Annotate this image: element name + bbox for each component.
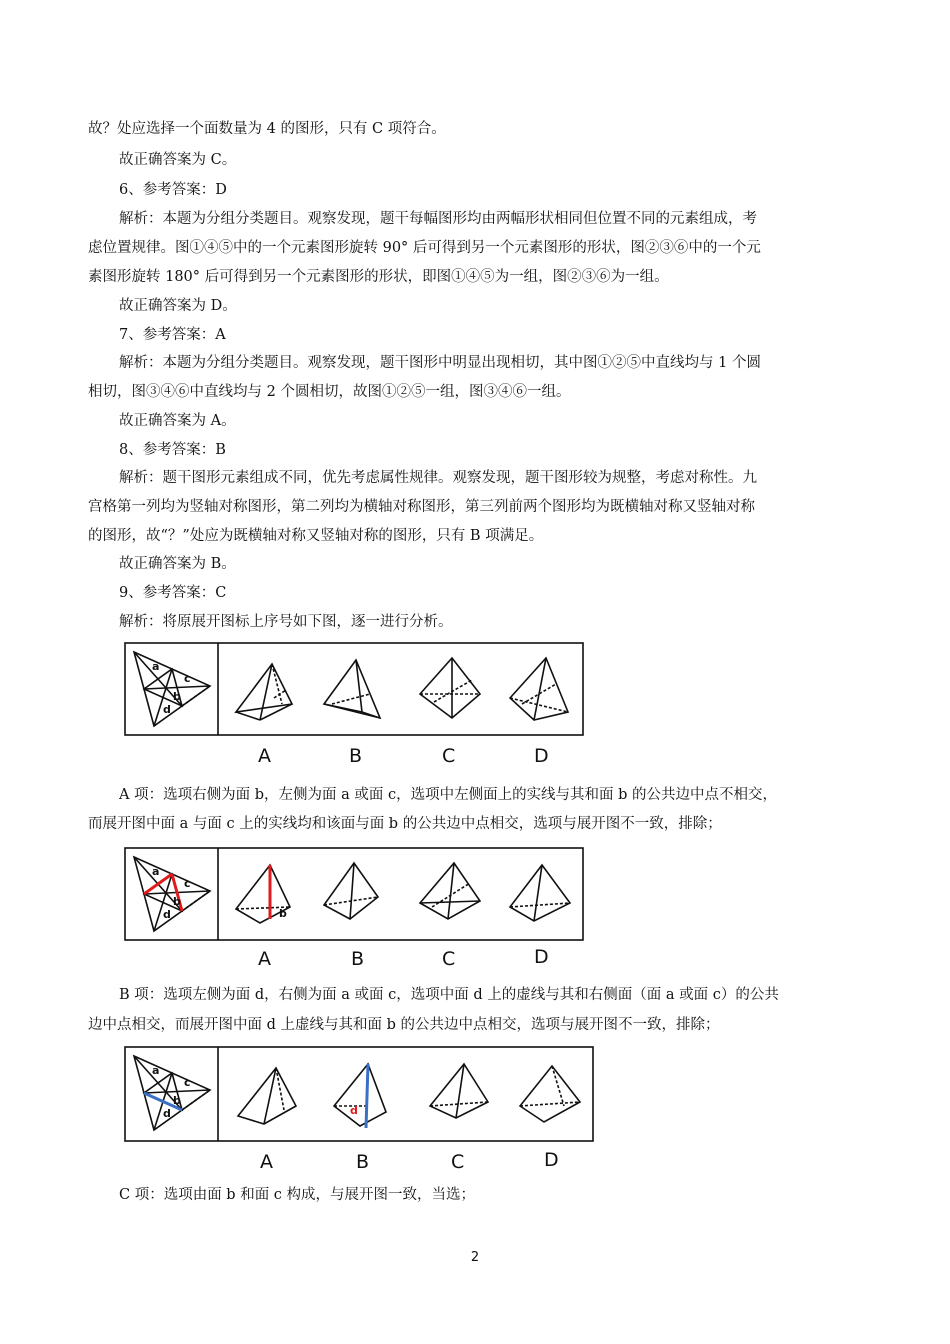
face-label-a: a [152, 660, 160, 673]
text-line: B 项：选项左侧为面 d，右侧为面 a 或面 c，选项中面 d 上的虚线与其和右侧面（面 a 或面 c）的公共 [119, 987, 779, 1003]
text-line: 故正确答案为 A。 [119, 413, 236, 429]
option-label-d: D [534, 946, 549, 968]
text-line: 解析：题干图形元素组成不同，优先考虑属性规律。观察发现，题干图形较为规整，考虑对称性。九 [119, 470, 757, 486]
question-6-answer: 6、参考答案：D [119, 182, 227, 198]
option-label-c: C [451, 1151, 465, 1173]
face-label-d: d [163, 703, 171, 716]
text-line: 而展开图中面 a 与面 c 上的实线均和该面与面 b 的公共边中点相交，选项与展开图不一致，排除； [88, 816, 722, 832]
text-line: 故正确答案为 D。 [119, 298, 237, 314]
text-line: 解析：本题为分组分类题目。观察发现，题干每幅图形均由两幅形状相同但位置不同的元素组成，考 [119, 211, 757, 227]
face-label-b: b [173, 1094, 181, 1107]
figure-option-a-analysis [124, 847, 586, 975]
option-label-d: D [544, 1149, 559, 1171]
face-label-c: c [184, 672, 191, 685]
figure-original [124, 642, 586, 772]
page-number: 2 [470, 1250, 480, 1265]
face-label-a: a [152, 1064, 160, 1077]
text-line: 故正确答案为 C。 [119, 152, 237, 168]
text-line: 的图形，故“？”处应为既横轴对称又竖轴对称的图形，只有 B 项满足。 [88, 528, 544, 544]
text-line: 解析：本题为分组分类题目。观察发现，题干图形中明显出现相切，其中图①②⑤中直线均与 1 个圆 [119, 355, 761, 371]
face-label-d: d [163, 1107, 171, 1120]
face-label-c: c [184, 877, 191, 890]
face-label-b: b [279, 907, 287, 920]
face-label-a: a [152, 865, 160, 878]
option-label-d: D [534, 745, 549, 767]
option-label-b: B [349, 745, 363, 767]
question-7-answer: 7、参考答案：A [119, 327, 226, 343]
text-line: 解析：将原展开图标上序号如下图，逐一进行分析。 [119, 614, 453, 630]
option-label-a: A [258, 745, 271, 767]
option-label-c: C [442, 745, 456, 767]
option-label-a: A [258, 948, 271, 970]
text-line: 边中点相交，而展开图中面 d 上虚线与其和面 b 的公共边中点相交，选项与展开图不一致，排除； [88, 1017, 720, 1033]
face-label-d: d [350, 1104, 358, 1117]
option-label-b: B [356, 1151, 370, 1173]
figure-option-b-analysis [124, 1046, 596, 1176]
option-label-c: C [442, 948, 456, 970]
text-line: A 项：选项右侧为面 b，左侧为面 a 或面 c，选项中左侧面上的实线与其和面 b 的公共边中点不相交， [119, 787, 778, 803]
text-line: C 项：选项由面 b 和面 c 构成，与展开图一致，当选； [119, 1187, 476, 1203]
text-line: 相切，图③④⑥中直线均与 2 个圆相切，故图①②⑤一组，图③④⑥一组。 [88, 384, 571, 400]
face-label-b: b [173, 895, 181, 908]
text-line: 素图形旋转 180° 后可得到另一个元素图形的形状，即图①④⑤为一组，图②③⑥为一组。 [88, 269, 669, 285]
option-label-b: B [351, 948, 365, 970]
text-line: 故？处应选择一个面数量为 4 的图形，只有 C 项符合。 [88, 121, 446, 137]
question-9-answer: 9、参考答案：C [119, 585, 227, 601]
text-line: 虑位置规律。图①④⑤中的一个元素图形旋转 90° 后可得到另一个元素图形的形状，图②③⑥中的一个元 [88, 240, 761, 256]
option-label-a: A [260, 1151, 273, 1173]
question-8-answer: 8、参考答案：B [119, 442, 226, 458]
text-line: 故正确答案为 B。 [119, 556, 236, 572]
face-label-b: b [173, 690, 181, 703]
text-line: 宫格第一列均为竖轴对称图形，第二列均为横轴对称图形，第三列前两个图形均为既横轴对称又竖轴对称 [88, 499, 755, 515]
face-label-d: d [163, 908, 171, 921]
face-label-c: c [184, 1076, 191, 1089]
